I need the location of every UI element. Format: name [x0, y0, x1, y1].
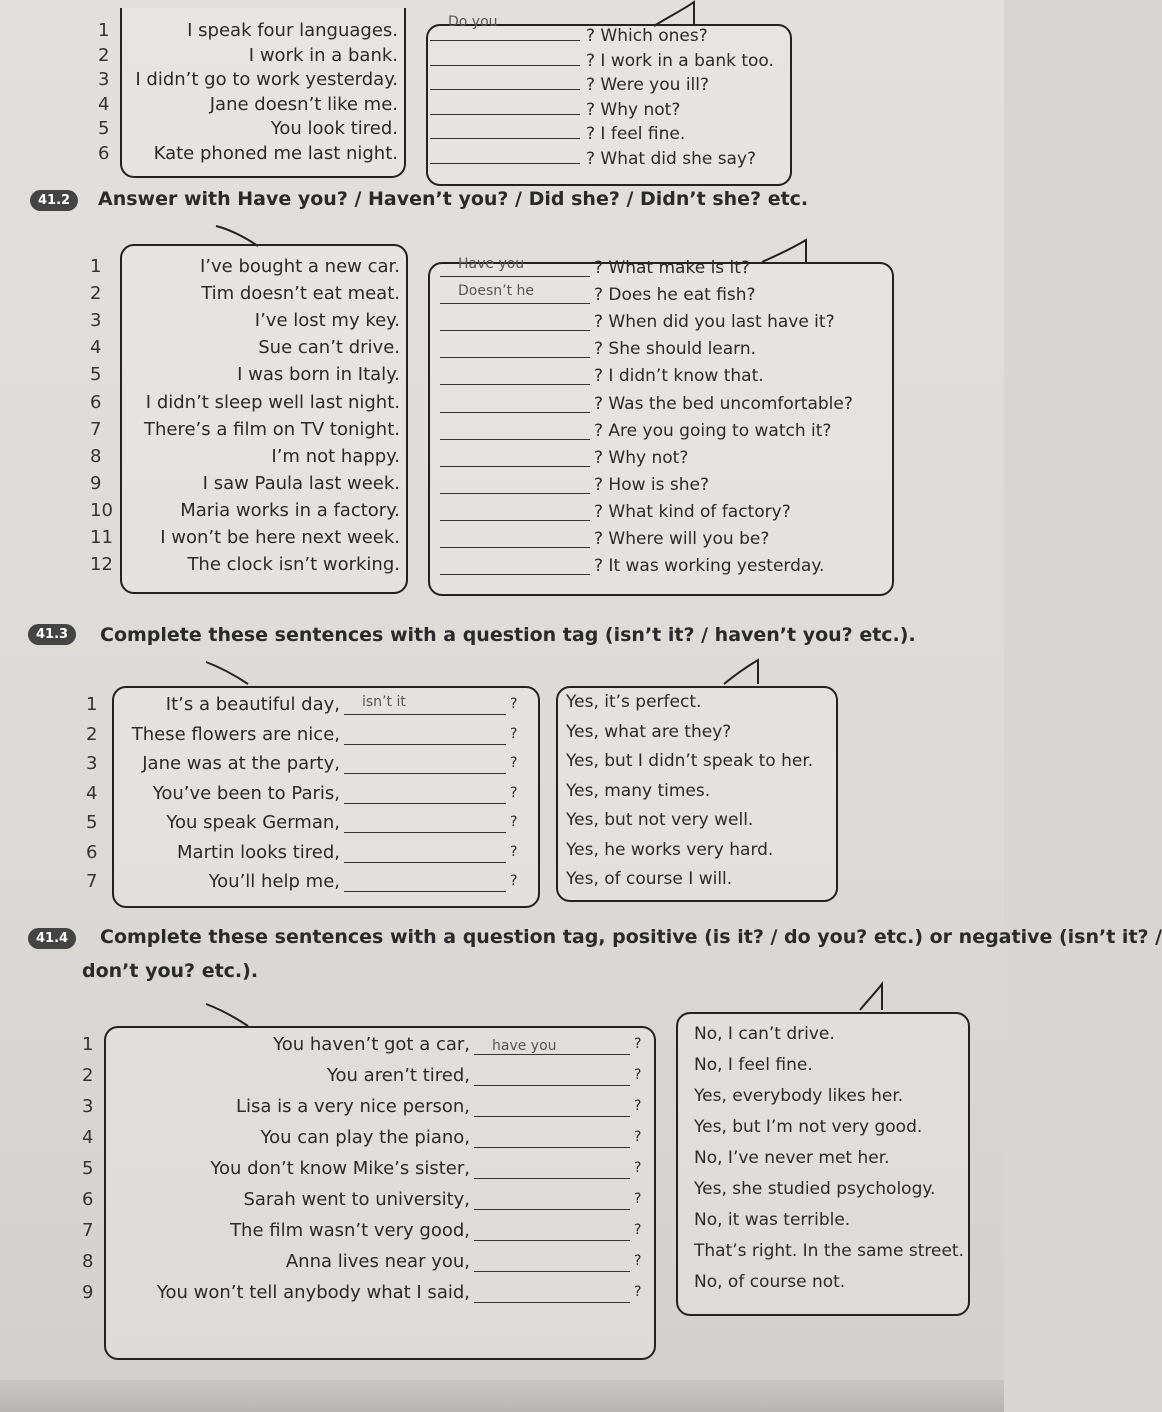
- statement: I didn’t go to work yesterday.: [135, 69, 398, 90]
- answer-blank[interactable]: [344, 844, 506, 863]
- response: Yes, but not very well.: [566, 810, 754, 830]
- statement: I was born in Italy.: [237, 364, 400, 386]
- statement: Lisa is a very nice person,: [235, 1096, 470, 1117]
- question-mark: ?: [634, 1253, 642, 1269]
- answer-blank[interactable]: [430, 145, 580, 164]
- section-heading: Complete these sentences with a question tag, positive (is it? / do you? etc.) or negative (isn’t it? /: [100, 926, 1162, 948]
- item-number: 9: [82, 1282, 94, 1303]
- handwritten-answer: Do you: [448, 14, 498, 30]
- statement: Jane doesn’t like me.: [209, 93, 398, 115]
- response: No, I’ve never met her.: [694, 1148, 890, 1168]
- statement: Kate phoned me last night.: [153, 142, 398, 164]
- item-number: 1: [86, 694, 98, 715]
- question-mark: ?: [510, 755, 518, 771]
- response: Yes, she studied psychology.: [694, 1179, 936, 1199]
- speech-tail: [650, 2, 710, 28]
- section-badge: 41.4: [28, 928, 76, 949]
- item-number: 4: [90, 337, 102, 359]
- statement: There’s a film on TV tonight.: [144, 418, 400, 440]
- item-number: 1: [90, 256, 102, 277]
- item-number: 4: [98, 93, 110, 115]
- question-mark: ?: [510, 784, 518, 801]
- answer-blank[interactable]: [344, 873, 506, 892]
- handwritten-answer: Have you: [458, 256, 525, 272]
- statement: I work in a bank.: [248, 44, 398, 66]
- item-number: 2: [90, 283, 102, 305]
- statement: You aren’t tired,: [326, 1065, 470, 1086]
- item-number: 8: [82, 1251, 94, 1272]
- item-number: 10: [90, 499, 113, 521]
- statement: You’ve been to Paris,: [152, 782, 340, 804]
- statement: You can play the piano,: [260, 1127, 470, 1148]
- statement: You don’t know Mike’s sister,: [210, 1158, 470, 1179]
- statement: Anna lives near you,: [285, 1251, 470, 1272]
- handwritten-answer: Doesn’t he: [458, 283, 535, 300]
- statement: Tim doesn’t eat meat.: [201, 283, 400, 305]
- section-heading: Complete these sentences with a question tag (isn’t it? / haven’t you? etc.).: [100, 624, 916, 646]
- question-mark: ?: [510, 843, 518, 860]
- speech-tail: [206, 1004, 256, 1028]
- item-number: 1: [98, 20, 110, 41]
- answer-blank[interactable]: [474, 1191, 630, 1210]
- item-number: 12: [90, 554, 113, 576]
- page-bottom-edge: [0, 1380, 1004, 1412]
- item-number: 5: [82, 1158, 94, 1179]
- answer-blank[interactable]: [474, 1129, 630, 1148]
- response: ? What kind of factory?: [594, 501, 791, 522]
- statement: These flowers are nice,: [131, 723, 340, 745]
- response: ? Where will you be?: [594, 529, 770, 549]
- item-number: 4: [82, 1127, 94, 1148]
- response: Yes, everybody likes her.: [694, 1086, 904, 1106]
- response: ? She should learn.: [594, 339, 757, 360]
- answer-blank[interactable]: [430, 71, 580, 90]
- item-number: 3: [86, 753, 98, 774]
- item-number: 4: [86, 782, 98, 804]
- item-number: 8: [90, 445, 102, 467]
- item-number: 3: [98, 69, 110, 90]
- statement: It’s a beautiful day,: [165, 694, 340, 715]
- answer-blank[interactable]: [440, 394, 590, 413]
- item-number: 5: [86, 812, 98, 833]
- statement: I’ve bought a new car.: [199, 256, 400, 277]
- item-number: 7: [86, 871, 98, 892]
- response: ? How is she?: [594, 474, 710, 495]
- item-number: 7: [82, 1220, 94, 1241]
- answer-blank[interactable]: [474, 1098, 630, 1117]
- answer-blank[interactable]: [440, 339, 590, 358]
- response: ? Which ones?: [586, 26, 708, 46]
- statement: Sarah went to university,: [243, 1189, 470, 1210]
- answer-blank[interactable]: [344, 785, 506, 804]
- item-number: 2: [86, 723, 98, 745]
- item-number: 9: [90, 472, 102, 494]
- response: That’s right. In the same street.: [694, 1241, 964, 1261]
- item-number: 11: [90, 527, 113, 548]
- statement: I won’t be here next week.: [160, 527, 400, 548]
- question-mark: ?: [634, 1067, 642, 1083]
- statement: You’ll help me,: [208, 871, 340, 892]
- handwritten-answer: isn’t it: [362, 694, 406, 710]
- answer-blank[interactable]: [344, 726, 506, 745]
- answer-blank[interactable]: [344, 814, 506, 833]
- answer-blank[interactable]: [430, 96, 580, 115]
- response: ? Were you ill?: [586, 75, 710, 95]
- response: ? It was working yesterday.: [594, 556, 825, 577]
- statement: I speak four languages.: [187, 20, 398, 41]
- speech-tail: [858, 984, 898, 1012]
- answer-blank[interactable]: [440, 502, 590, 521]
- statement: I’m not happy.: [271, 445, 400, 467]
- question-mark: ?: [510, 814, 518, 830]
- response: ? I feel fine.: [586, 124, 686, 144]
- item-number: 6: [90, 391, 102, 413]
- answer-blank[interactable]: [474, 1067, 630, 1086]
- speech-tail: [206, 662, 256, 686]
- response: Yes, many times.: [566, 780, 711, 801]
- statement: You haven’t got a car,: [273, 1034, 470, 1055]
- response: No, it was terrible.: [694, 1210, 851, 1230]
- answer-blank[interactable]: [430, 47, 580, 66]
- question-mark: ?: [634, 1098, 642, 1114]
- response: ? Are you going to watch it?: [594, 420, 832, 441]
- item-number: 2: [98, 44, 110, 66]
- statement: Sue can’t drive.: [258, 337, 400, 359]
- answer-blank[interactable]: [430, 120, 580, 139]
- question-mark: ?: [634, 1222, 642, 1238]
- section-heading: Answer with Have you? / Haven’t you? / Did she? / Didn’t she? etc.: [98, 188, 809, 210]
- statement: Martin looks tired,: [177, 841, 340, 863]
- response: Yes, he works very hard.: [566, 839, 774, 860]
- statement: Maria works in a factory.: [180, 499, 400, 521]
- response: ? Why not?: [586, 99, 681, 120]
- speech-tail: [722, 660, 772, 686]
- statement: I didn’t sleep well last night.: [145, 391, 400, 413]
- response: ? What make is it?: [594, 258, 750, 278]
- statement: The film wasn’t very good,: [230, 1220, 470, 1241]
- response: Yes, but I’m not very good.: [694, 1117, 923, 1137]
- speech-tail: [760, 240, 820, 264]
- response: ? I work in a bank too.: [586, 50, 774, 71]
- response: Yes, it’s perfect.: [566, 692, 702, 712]
- speech-tail: [216, 226, 266, 248]
- statement: Jane was at the party,: [142, 753, 340, 774]
- question-mark: ?: [634, 1191, 642, 1207]
- response: ? Was the bed uncomfortable?: [594, 393, 853, 414]
- answer-blank[interactable]: [344, 755, 506, 774]
- statement: You look tired.: [270, 118, 398, 139]
- answer-blank[interactable]: [440, 475, 590, 494]
- response: Yes, what are they?: [566, 721, 732, 742]
- answer-blank[interactable]: [440, 366, 590, 385]
- answer-blank[interactable]: [474, 1160, 630, 1179]
- answer-blank[interactable]: [474, 1222, 630, 1241]
- answer-blank[interactable]: [440, 529, 590, 548]
- response: ? Does he eat fish?: [594, 285, 756, 306]
- statement: I saw Paula last week.: [202, 472, 400, 494]
- item-number: 6: [82, 1189, 94, 1210]
- response: ? When did you last have it?: [594, 312, 835, 333]
- question-mark: ?: [510, 696, 518, 712]
- item-number: 5: [90, 364, 102, 386]
- item-number: 2: [82, 1065, 94, 1086]
- response: No, I can’t drive.: [694, 1024, 835, 1044]
- answer-blank[interactable]: [474, 1253, 630, 1272]
- response: ? What did she say?: [586, 148, 757, 169]
- answer-blank[interactable]: [440, 556, 590, 575]
- section-heading-continued: don’t you? etc.).: [82, 960, 259, 982]
- item-number: 3: [90, 310, 102, 332]
- item-number: 1: [82, 1034, 94, 1055]
- item-number: 6: [98, 142, 110, 164]
- item-number: 3: [82, 1096, 94, 1117]
- question-mark: ?: [634, 1284, 642, 1300]
- statement: You speak German,: [166, 812, 340, 833]
- item-number: 5: [98, 118, 110, 139]
- response: Yes, but I didn’t speak to her.: [566, 751, 814, 771]
- handwritten-answer: have you: [492, 1038, 557, 1054]
- answer-blank[interactable]: [440, 312, 590, 331]
- statement: I’ve lost my key.: [254, 310, 400, 332]
- question-mark: ?: [510, 873, 518, 889]
- response: ? Why not?: [594, 447, 689, 468]
- answer-blank[interactable]: [474, 1284, 630, 1303]
- question-mark: ?: [510, 725, 518, 742]
- item-number: 6: [86, 841, 98, 863]
- section-badge: 41.2: [30, 190, 78, 211]
- statement: The clock isn’t working.: [187, 554, 400, 576]
- response: No, of course not.: [694, 1272, 846, 1292]
- question-mark: ?: [634, 1129, 642, 1145]
- response: Yes, of course I will.: [566, 869, 733, 889]
- item-number: 7: [90, 418, 102, 440]
- section-badge: 41.3: [28, 624, 76, 645]
- question-mark: ?: [634, 1160, 642, 1176]
- response: ? I didn’t know that.: [594, 366, 764, 387]
- answer-blank[interactable]: [440, 421, 590, 440]
- statement: You won’t tell anybody what I said,: [156, 1282, 470, 1303]
- response: No, I feel fine.: [694, 1055, 813, 1075]
- question-mark: ?: [634, 1036, 642, 1052]
- answer-blank[interactable]: [440, 448, 590, 467]
